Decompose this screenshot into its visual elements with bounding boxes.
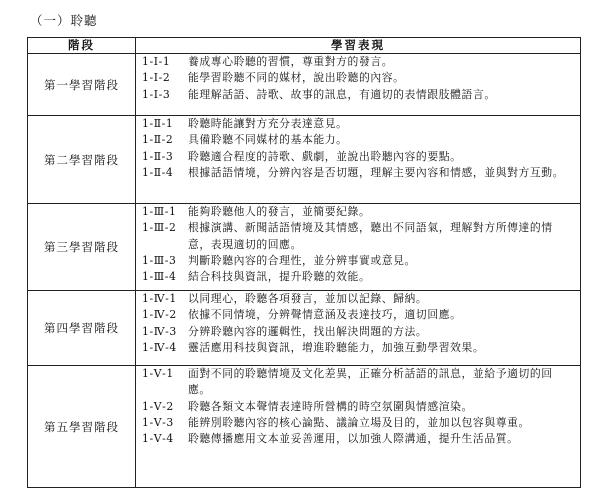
stage-items [136,204,581,291]
item-code: 1-Ⅳ-4 [142,340,177,354]
item-text: 能辨別聆聽內容的核心論點、議論立場及目的，並加以包容與尊重。 [188,415,530,429]
item-code: 1-Ⅲ-3 [142,253,177,267]
item-code: 1-Ⅱ-3 [142,149,174,163]
item-code: 1-Ⅴ-4 [142,432,174,446]
item-text: 能學習聆聽不同的媒材，說出聆聽的內容。 [188,71,405,85]
stage-row-5 [28,366,581,488]
item-text: 靈活應用科技與資訊，增進聆聽能力，加強互動學習效果。 [188,340,485,354]
performance-item [136,87,580,103]
table-header-row [28,38,581,54]
section-title: （一）聆聽 [30,13,98,28]
item-code: 1-Ⅱ-4 [142,165,174,179]
item-text: 具備聆聽不同媒材的基本能力。 [188,133,348,147]
performance-item [136,204,580,220]
item-text: 面對不同的聆聽情境及文化差異，正確分析話語的訊息，並給予適切的回應。 [188,367,553,397]
performance-item [136,165,580,181]
performance-item [136,366,580,399]
performance-item [136,415,580,431]
stage-name: 第五學習階段 [28,366,136,488]
curriculum-table [27,37,581,488]
stage-items [136,366,581,488]
item-text: 能理解話語、詩歌、故事的訊息，有適切的表情跟肢體語言。 [188,87,496,101]
item-code: 1-Ⅰ-2 [142,71,171,85]
item-code: 1-Ⅳ-2 [142,308,177,322]
stage-name: 第四學習階段 [28,291,136,366]
stage-row-4 [28,291,581,366]
item-text: 聆聽時能讓對方充分表達意見。 [188,117,348,130]
item-text: 能夠聆聽他人的發言，並簡要紀錄。 [188,205,371,218]
performance-item [136,291,580,307]
stage-items [136,291,581,366]
performance-item [136,307,580,323]
performance-item [136,340,580,356]
stage-row-1 [28,54,581,116]
performance-item [136,253,580,269]
item-text: 根據話語情境，分辨內容是否切題，理解主要內容和情感，並與對方互動。 [188,165,565,179]
item-code: 1-Ⅴ-1 [142,367,174,380]
item-text: 依據不同情境，分辨聲情意涵及表達技巧，適切回應。 [188,308,462,322]
item-code: 1-Ⅴ-3 [142,415,174,429]
performance-item [136,269,580,285]
item-text: 以同理心，聆聽各項發言，並加以記錄、歸納。 [188,292,428,305]
stage-name: 第二學習階段 [28,116,136,204]
stage-items [136,54,581,116]
stage-row-2 [28,116,581,204]
stage-items [136,116,581,204]
item-text: 聆聽適合程度的詩歌、戲劇，並說出聆聽內容的要點。 [188,149,462,163]
stage-name: 第一學習階段 [28,54,136,116]
item-code: 1-Ⅳ-3 [142,324,177,338]
performance-item [136,132,580,148]
performance-item [136,54,580,70]
item-text: 聆聽各類文本聲情表達時所營構的時空氛圍與情感渲染。 [188,399,473,413]
item-text: 判斷聆聽內容的合理性，並分辨事實或意見。 [188,253,416,267]
item-code: 1-Ⅰ-1 [142,55,171,68]
item-text: 養成專心聆聽的習慣，尊重對方的發言。 [188,55,394,68]
item-code: 1-Ⅳ-1 [142,292,177,305]
item-code: 1-Ⅱ-1 [142,117,174,130]
item-code: 1-Ⅲ-1 [142,205,177,218]
performance-item [136,70,580,86]
performance-item [136,324,580,340]
item-text: 分辨聆聽內容的邏輯性，找出解決問題的方法。 [188,324,428,338]
performance-item [136,399,580,415]
item-code: 1-Ⅲ-4 [142,270,177,284]
performance-item [136,149,580,165]
item-code: 1-Ⅲ-2 [142,221,177,235]
stage-name: 第三學習階段 [28,204,136,291]
performance-item [136,220,580,253]
item-text: 根據演講、新聞話語情境及其情感，聽出不同語氣，理解對方所傳達的情意，表現適切的回應。 [188,221,553,251]
stage-row-3 [28,204,581,291]
header-stage: 階段 [28,38,136,54]
performance-item [136,431,580,447]
performance-item [136,116,580,132]
item-code: 1-Ⅱ-2 [142,133,174,147]
item-code: 1-Ⅰ-3 [142,87,171,101]
item-text: 結合科技與資訊，提升聆聽的效能。 [188,270,371,284]
header-performance: 學習表現 [136,38,581,54]
item-text: 聆聽傳播應用文本並妥善運用，以加強人際溝通，提升生活品質。 [188,432,519,446]
item-code: 1-Ⅴ-2 [142,399,174,413]
